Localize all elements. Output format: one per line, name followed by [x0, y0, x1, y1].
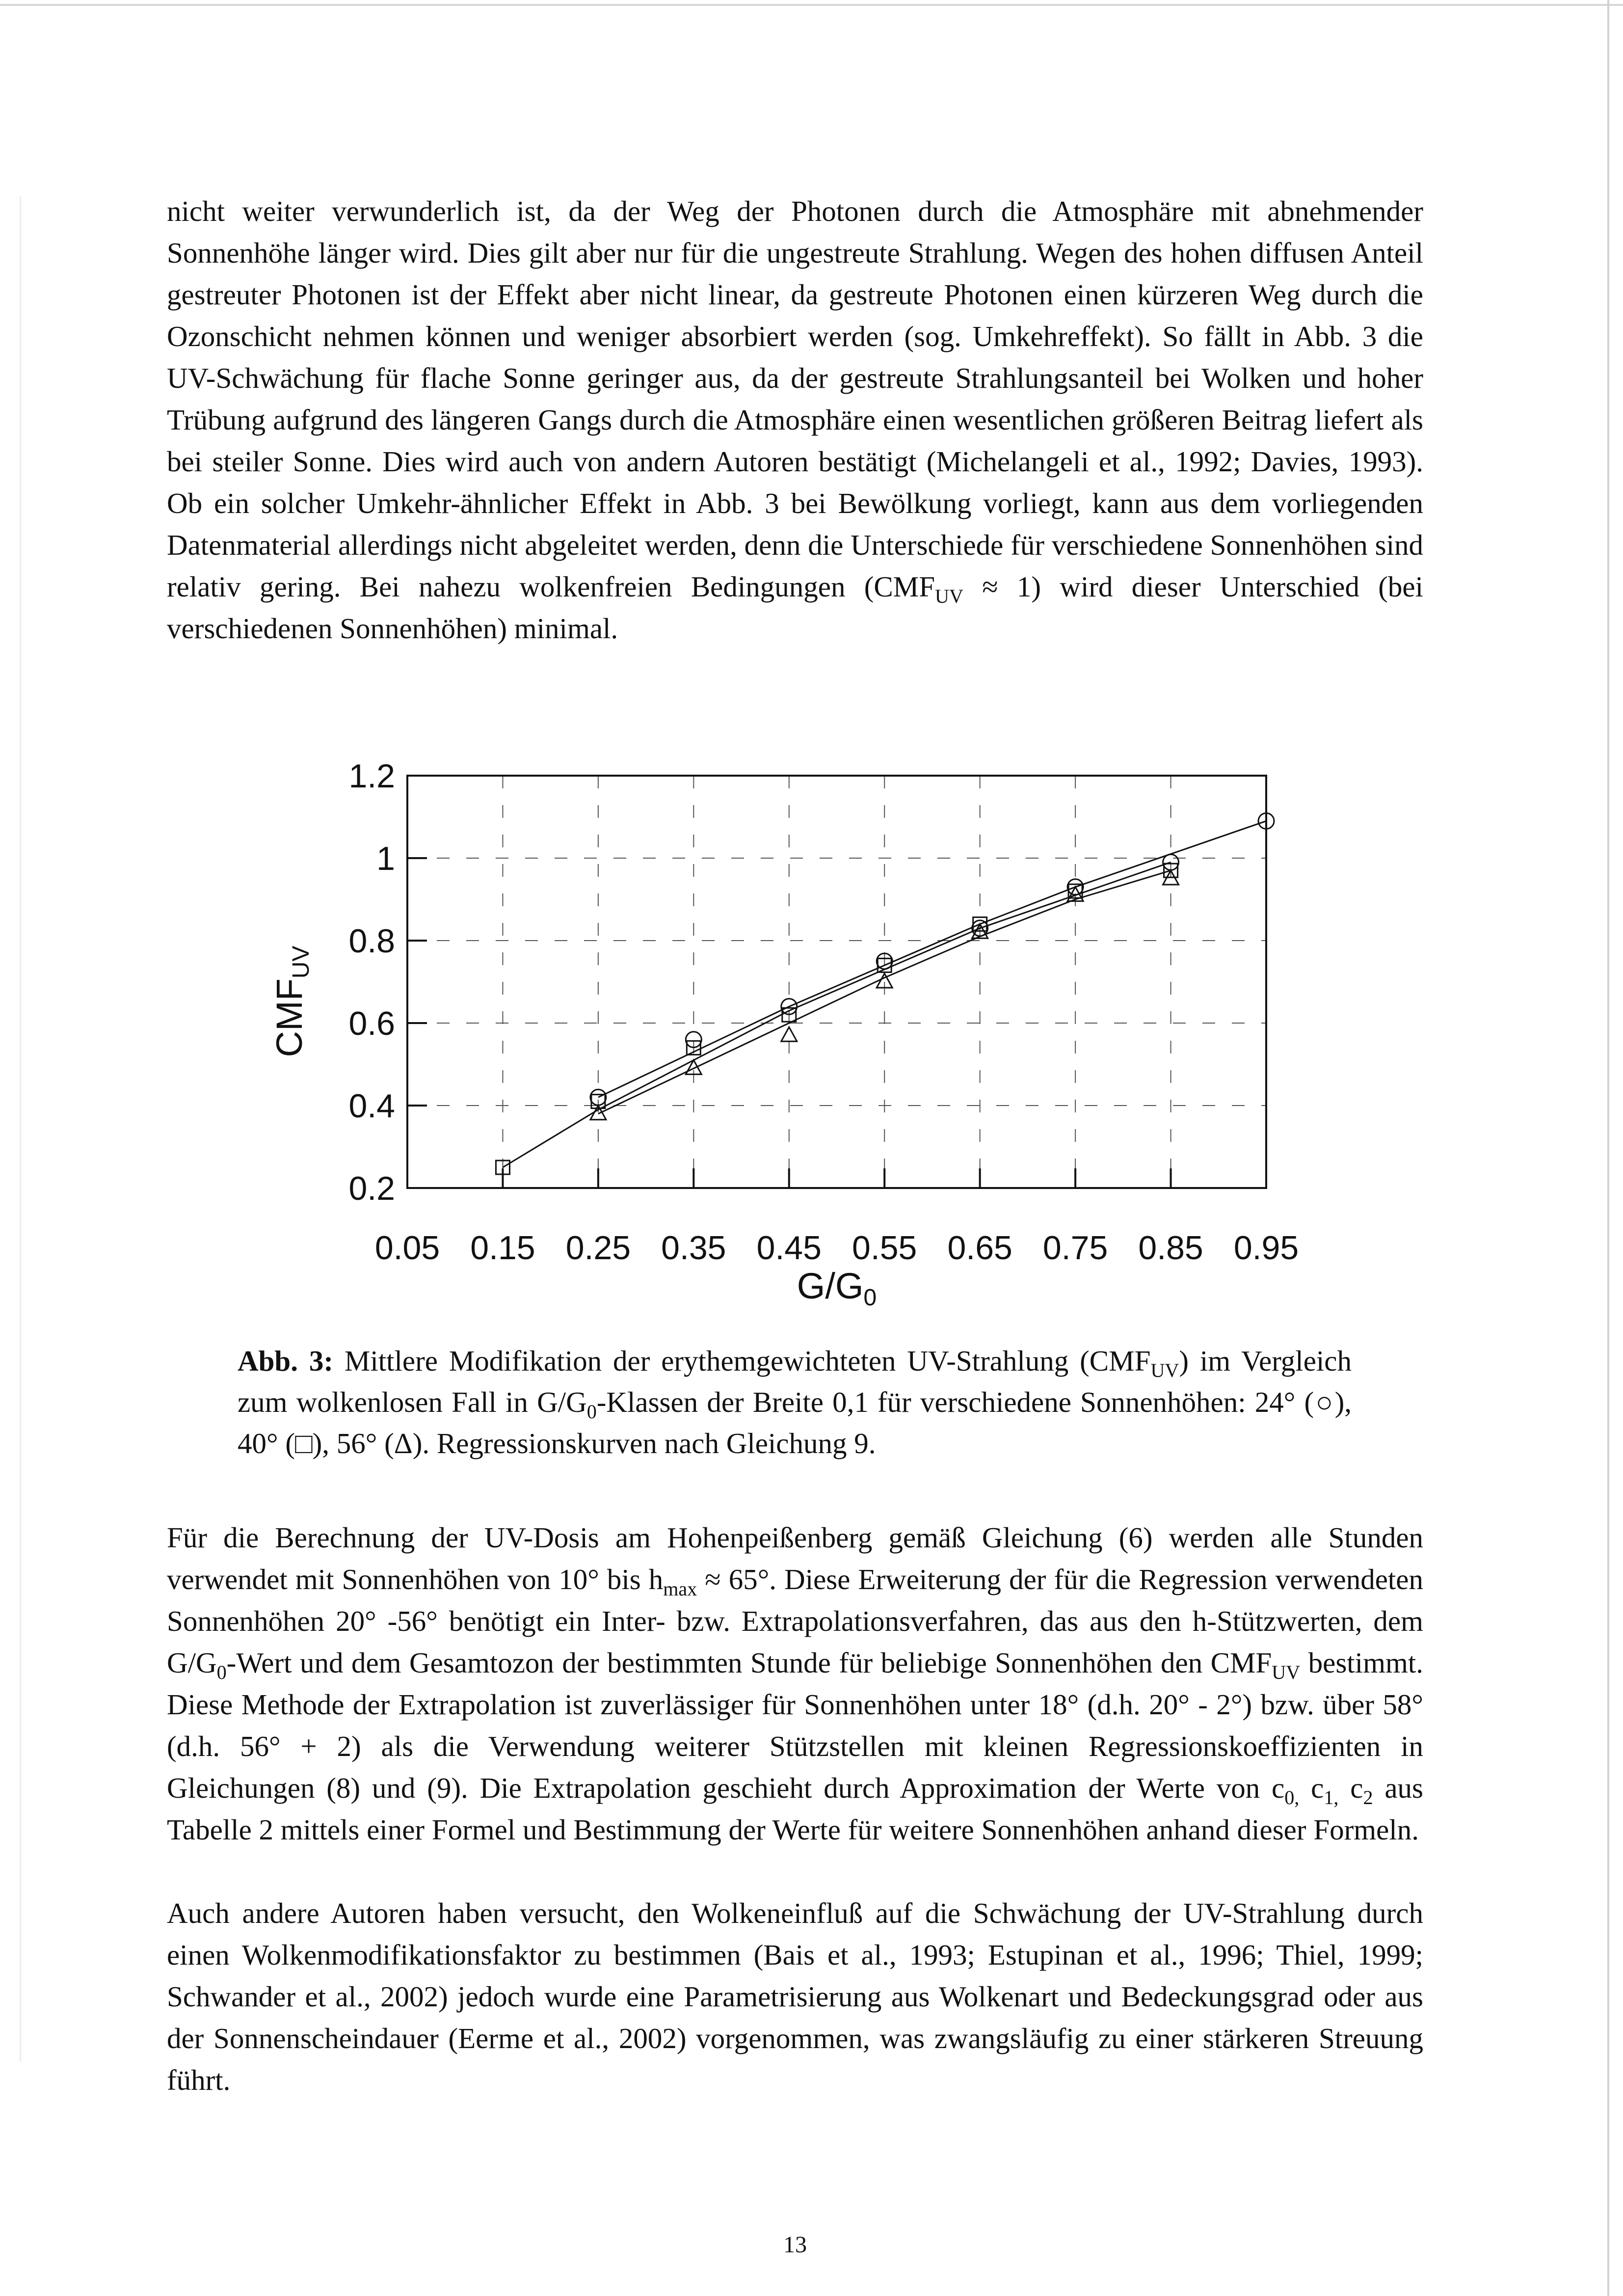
chart-grid: [407, 776, 1266, 1188]
paragraph-other-authors: Auch andere Autoren haben versucht, den Wolkeneinfluß auf die Schwächung der UV-Strahlung durch einen Wolkenmodifikationsfaktor zu bestimmen (Bais et al., 1993; Estupinan et al., 1996; Thiel, 1999; Schwander et al., 2002) jedoch wurde eine Parametrisierung aus Wolkenart und Bedeckungsgrad oder aus der Sonnenscheindauer (Eerme et al., 2002) vorgenommen, was zwangsläufig zu einer stärkeren Streuung führt.: [167, 1897, 1423, 2096]
y-tick-label: 1.2: [348, 757, 395, 795]
subscript: UV: [935, 585, 963, 607]
subscript: 0: [586, 1400, 597, 1423]
x-tick-label: 0.05: [374, 1229, 440, 1267]
page-number: 13: [783, 2232, 807, 2258]
subscript: 1,: [1324, 1786, 1339, 1809]
paragraph-text: aus Tabelle 2 mittels einer Formel und Bestimmung der Werte für weitere Sonnenhöhen anhand dieser Formeln.: [167, 1772, 1424, 1846]
caption-text: Mittlere Modifikation der erythemgewichteten UV-Strahlung (CMF: [333, 1345, 1151, 1377]
y-tick-label: 1: [376, 840, 395, 877]
regression-curve-square: [503, 862, 1171, 1167]
subscript: 2: [1363, 1786, 1373, 1809]
paragraph-text: c: [1338, 1772, 1363, 1804]
y-tick-label: 0.4: [348, 1087, 395, 1125]
regression-curve-circle: [598, 821, 1266, 1097]
paragraph-text: ≈ 1) wird dieser Unterschied (bei verschiedenen Sonnenhöhen) minimal.: [167, 570, 1423, 645]
subscript: 0: [216, 1661, 227, 1683]
caption-text: -Klassen der Breite 0,1 für verschiedene Sonnenhöhen: 24° (○), 40° (□), 56° (Δ). Regressionskurven nach Gleichung 9.: [238, 1386, 1352, 1459]
y-axis-title: CMFUV: [269, 945, 314, 1057]
caption-label: Abb. 3:: [238, 1345, 333, 1377]
paragraph-text: Für die Berechnung der UV-Dosis am Hohenpeißenberg gemäß Gleichung (6) werden alle Stunden verwendet mit Sonnenhöhen von 10° bis h: [167, 1521, 1423, 1595]
subscript: max: [663, 1577, 697, 1600]
paragraph-text: c: [1299, 1772, 1324, 1804]
x-tick-label: 0.15: [470, 1229, 535, 1267]
tick-labels: [348, 757, 1299, 1267]
x-tick-label: 0.55: [852, 1229, 917, 1267]
figure-caption: [238, 1340, 1352, 1464]
y-tick-label: 0.8: [348, 922, 395, 960]
x-axis-title: G/G0: [797, 1266, 877, 1311]
paragraph-extrapolation: [167, 1517, 1423, 1851]
plot-frame: [407, 776, 1266, 1188]
marker-triangle: [781, 1027, 797, 1041]
paragraph-text: bestimmt. Diese Methode der Extrapolation ist zuverlässiger für Sonnenhöhen unter 18° (d.h. 20° - 2°) bzw. über 58° (d.h. 56° + 2) als die Verwendung weiterer Stützstellen mit kleinen Regressionskoeffizienten in Gleichungen (8) und (9). Die Extrapolation geschieht durch Approximation der Werte von c: [167, 1647, 1423, 1804]
scan-edge-top: [0, 4, 1623, 6]
x-tick-label: 0.35: [661, 1229, 726, 1267]
paragraph-text: ≈ 65°. Diese Erweiterung der für die Regression verwendeten Sonnenhöhen 20° -56° benötigt ein Inter- bzw. Extrapolationsverfahren, das aus den h-Stützwerten, dem G/G: [167, 1563, 1423, 1679]
x-tick-label: 0.75: [1042, 1229, 1108, 1267]
subscript: UV: [1272, 1661, 1301, 1683]
x-tick-label: 0.95: [1233, 1229, 1299, 1267]
scan-edge-left: [20, 196, 21, 2062]
subscript: UV: [1150, 1359, 1179, 1381]
x-tick-label: 0.45: [756, 1229, 822, 1267]
paragraph-text: nicht weiter verwunderlich ist, da der Weg der Photonen durch die Atmosphäre mit abnehmender Sonnenhöhe länger wird. Dies gilt aber nur für die ungestreute Strahlung. Wegen des hohen diffusen Anteil gestreuter Photonen ist der Effekt aber nicht linear, da gestreute Photonen einen kürzeren Weg durch die Ozonschicht nehmen können und weniger absorbiert werden (sog. Umkehreffekt). So fällt in Abb. 3 die UV-Schwächung für flache Sonne geringer aus, da der gestreute Strahlungsanteil bei Wolken und hoher Trübung aufgrund des längeren Gangs durch die Atmosphäre einen wesentlichen größeren Beitrag liefert als bei steiler Sonne. Dies wird auch von andern Autoren bestätigt (Michelangeli et al., 1992; Davies, 1993). Ob ein solcher Umkehr-ähnlicher Effekt in Abb. 3 bei Bewölkung vorliegt, kann aus dem vorliegenden Datenmaterial allerdings nicht abgeleitet werden, denn die Unterschiede für verschiedene Sonnenhöhen sind relativ gering. Bei nahezu wolkenfreien Bedingungen (CMF: [167, 195, 1423, 603]
y-tick-label: 0.6: [348, 1005, 395, 1042]
cmf-uv-chart: [269, 731, 1325, 1311]
x-tick-label: 0.25: [565, 1229, 631, 1267]
y-tick-label: 0.2: [348, 1170, 395, 1207]
subscript: 0,: [1284, 1786, 1300, 1809]
paragraph-text: -Wert und dem Gesamtozon der bestimmten Stunde für beliebige Sonnenhöhen den CMF: [226, 1647, 1272, 1679]
x-tick-label: 0.85: [1138, 1229, 1203, 1267]
caption-text: ) im Vergleich zum wolkenlosen Fall in G/G: [238, 1345, 1352, 1418]
x-tick-label: 0.65: [947, 1229, 1012, 1267]
scan-edge-right: [1607, 0, 1609, 2296]
paragraph-umkehreffekt: [167, 190, 1423, 649]
